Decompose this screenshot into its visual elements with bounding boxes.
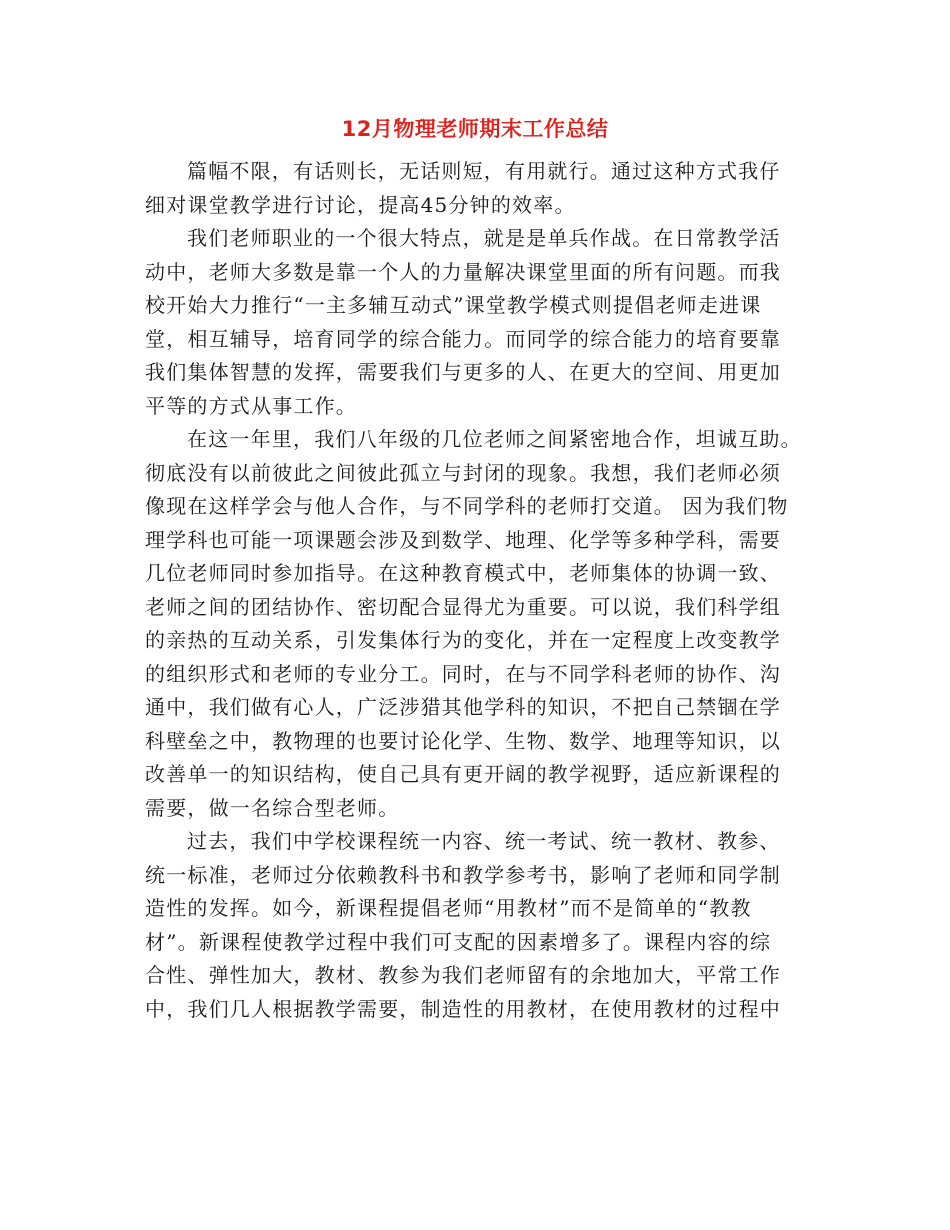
text-line: 需要，做一名综合型老师。	[145, 795, 400, 820]
text-line: 的组织形式和老师的专业分工。同时，在与不同学科老师的协作、沟	[145, 661, 781, 686]
document-body	[145, 155, 805, 1026]
text-line: 篇幅不限，有话则长，无话则短，有用就行。通过这种方式我仔	[187, 159, 781, 183]
text-line: 堂，相互辅导，培育同学的综合能力。而同学的综合能力的培育要靠	[145, 326, 781, 351]
text-line: 过去，我们中学校课程统一内容、统一考试、统一教材、教参、	[187, 829, 781, 853]
text-line: 我们集体智慧的发挥，需要我们与更多的人、在更大的空间、用更加	[145, 360, 781, 384]
text-line: 造性的发挥。如今，新课程提倡老师“用教材”而不是简单的“教教	[145, 896, 752, 920]
document-title: 12月物理老师期末工作总结	[341, 117, 609, 141]
text-line: 材”。新课程使教学过程中我们可支配的因素增多了。课程内容的综	[145, 929, 772, 954]
text-line: 理学科也可能一项课题会涉及到数学、地理、化学等多种学科，需要	[145, 527, 781, 552]
text-line: 细对课堂教学进行讨论，提高45分钟的效率。	[145, 192, 576, 217]
text-line: 校开始大力推行“一主多辅互动式”课堂教学模式则提倡老师走进课	[145, 293, 762, 317]
text-line: 动中，老师大多数是靠一个人的力量解决课堂里面的所有问题。而我	[145, 259, 781, 284]
text-line: 科壁垒之中，教物理的也要讨论化学、生物、数学、地理等知识，以	[145, 728, 781, 753]
text-line: 彻底没有以前彼此之间彼此孤立与封闭的现象。我想，我们老师必须	[145, 460, 781, 485]
text-line: 老师之间的团结协作、密切配合显得尤为重要。可以说，我们科学组	[145, 594, 781, 619]
text-line: 在这一年里，我们八年级的几位老师之间紧密地合作，坦诚互助。	[187, 427, 802, 451]
text-line: 几位老师同时参加指导。在这种教育模式中，老师集体的协调一致、	[145, 561, 781, 585]
text-line: 平等的方式从事工作。	[145, 393, 357, 418]
text-line: 中，我们几人根据教学需要，制造性的用教材，在使用教材的过程中	[145, 996, 781, 1021]
text-line: 通中，我们做有心人，广泛涉猎其他学科的知识，不把自己禁锢在学	[145, 695, 781, 719]
text-line: 像现在这样学会与他人合作，与不同学科的老师打交道。 因为我们物	[145, 494, 789, 518]
text-line: 合性、弹性加大，教材、教参为我们老师留有的余地加大，平常工作	[145, 963, 781, 987]
text-line: 的亲热的互动关系，引发集体行为的变化，并在一定程度上改变教学	[145, 628, 781, 652]
text-line: 统一标准，老师过分依赖教科书和教学参考书，影响了老师和同学制	[145, 862, 781, 887]
text-line: 改善单一的知识结构，使自己具有更开阔的教学视野，适应新课程的	[145, 762, 781, 786]
text-line: 我们老师职业的一个很大特点，就是是单兵作战。在日常教学活	[187, 226, 781, 250]
